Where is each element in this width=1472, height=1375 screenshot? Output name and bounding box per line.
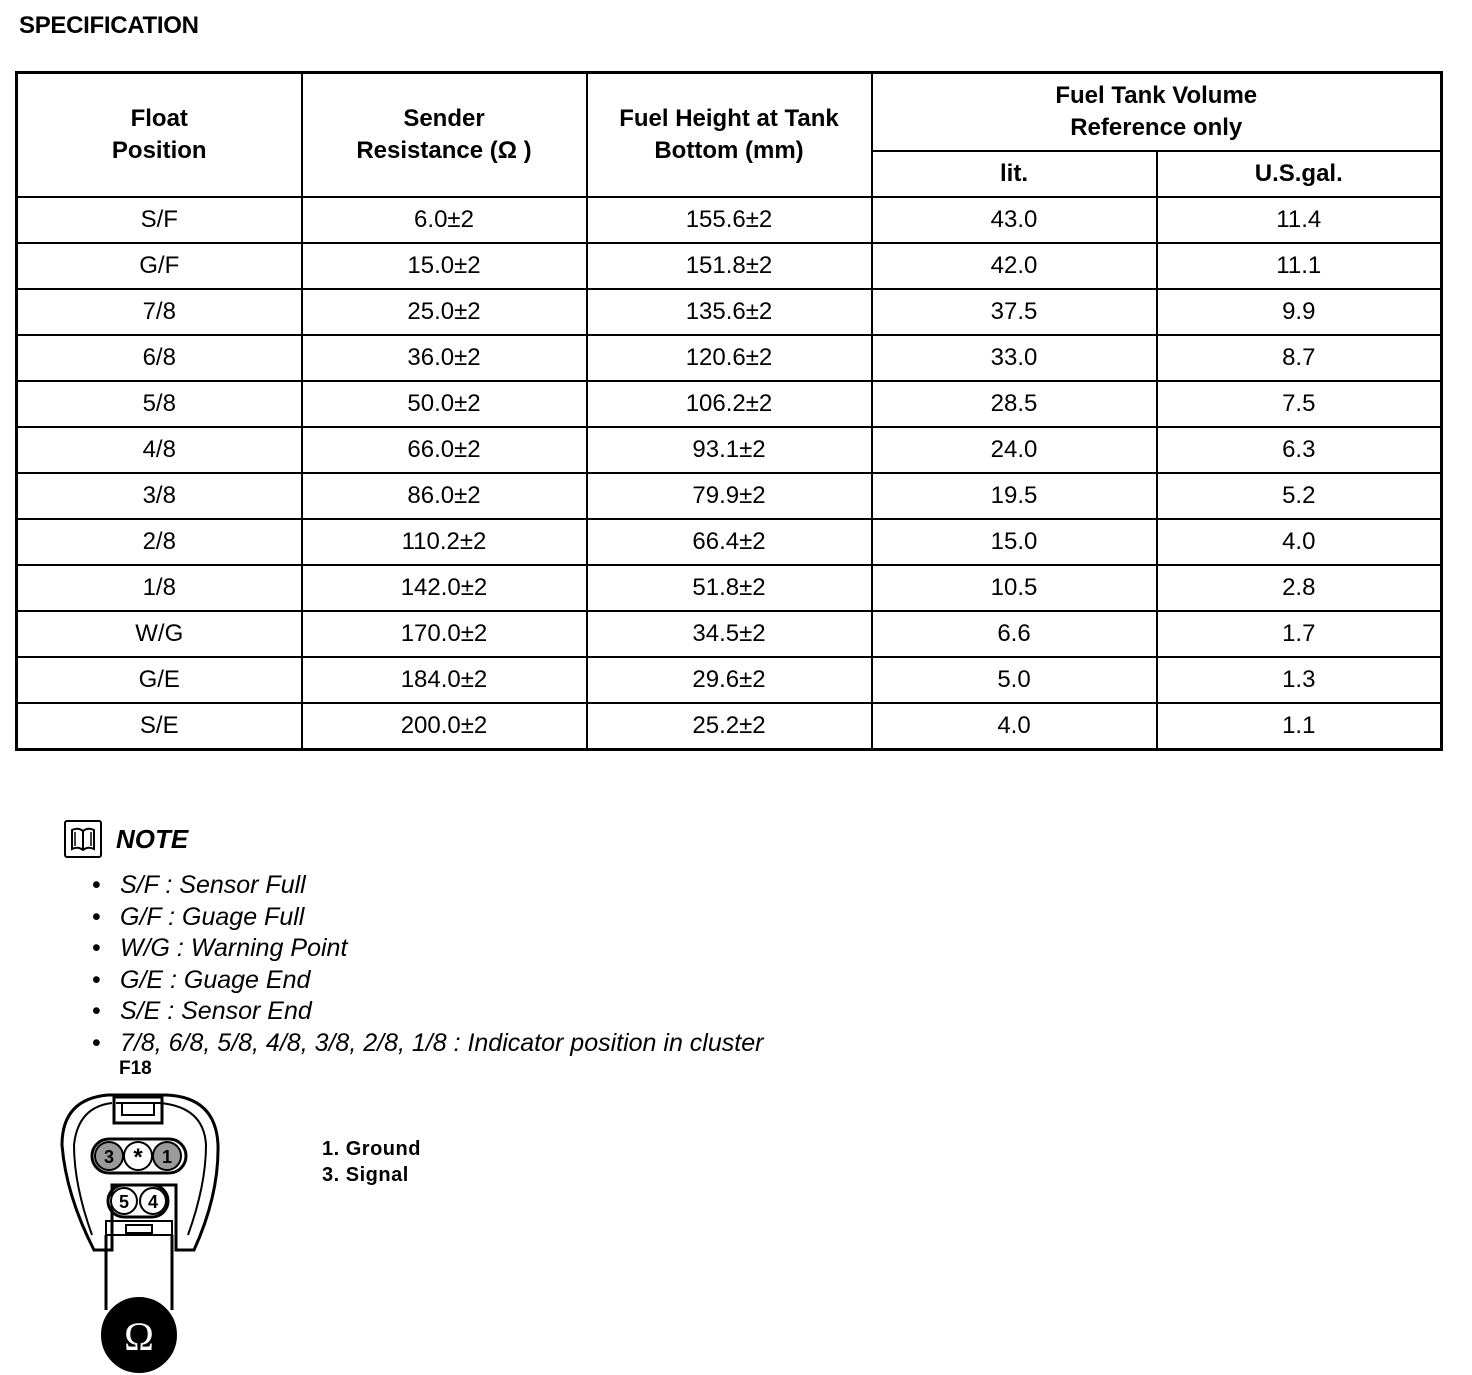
note-item: • G/E : Guage End: [92, 965, 311, 994]
table-cell-lit: 4.0: [872, 703, 1157, 750]
table-cell-gal: 11.4: [1157, 197, 1442, 243]
table-cell-gal: 1.7: [1157, 611, 1442, 657]
pin-5-label: 5: [118, 1192, 130, 1212]
note-list: [92, 870, 763, 1059]
table-cell-pos: 2/8: [17, 519, 302, 565]
table-row: [17, 335, 1442, 381]
table-cell-height: 120.6±2: [587, 335, 872, 381]
pin-4-label: 4: [147, 1192, 159, 1212]
ohm-symbol: Ω: [124, 1314, 154, 1359]
table-cell-lit: 43.0: [872, 197, 1157, 243]
note-heading: [64, 820, 188, 858]
table-cell-lit: 15.0: [872, 519, 1157, 565]
table-cell-height: 151.8±2: [587, 243, 872, 289]
connector-diagram: [56, 1085, 236, 1375]
table-cell-lit: 19.5: [872, 473, 1157, 519]
table-cell-lit: 28.5: [872, 381, 1157, 427]
pin-3-label: 3: [103, 1147, 115, 1167]
table-row: [17, 427, 1442, 473]
page-title: SPECIFICATION: [19, 12, 199, 39]
table-cell-res: 15.0±2: [302, 243, 587, 289]
table-cell-pos: 5/8: [17, 381, 302, 427]
pin-1-label: 1: [161, 1147, 173, 1167]
table-cell-pos: S/E: [17, 703, 302, 750]
table-cell-res: 142.0±2: [302, 565, 587, 611]
note-label: NOTE: [116, 823, 189, 854]
table-cell-res: 66.0±2: [302, 427, 587, 473]
table-cell-pos: 6/8: [17, 335, 302, 381]
table-cell-res: 110.2±2: [302, 519, 587, 565]
table-cell-lit: 37.5: [872, 289, 1157, 335]
table-row: [17, 289, 1442, 335]
table-row: [17, 381, 1442, 427]
table-cell-lit: 5.0: [872, 657, 1157, 703]
table-cell-res: 25.0±2: [302, 289, 587, 335]
table-cell-height: 29.6±2: [587, 657, 872, 703]
book-icon: [64, 820, 102, 858]
table-cell-height: 66.4±2: [587, 519, 872, 565]
note-item: • G/F : Guage Full: [92, 902, 305, 931]
table-cell-res: 6.0±2: [302, 197, 587, 243]
table-cell-height: 34.5±2: [587, 611, 872, 657]
table-row: [17, 519, 1442, 565]
pin-2-label: *: [133, 1144, 143, 1171]
table-cell-height: 79.9±2: [587, 473, 872, 519]
table-cell-height: 135.6±2: [587, 289, 872, 335]
table-cell-height: 106.2±2: [587, 381, 872, 427]
table-cell-pos: 3/8: [17, 473, 302, 519]
table-cell-height: 51.8±2: [587, 565, 872, 611]
table-row: [17, 657, 1442, 703]
table-cell-gal: 8.7: [1157, 335, 1442, 381]
header-fuel-height: Fuel Height at Tank Bottom (mm): [587, 73, 872, 198]
note-item: • S/F : Sensor Full: [92, 871, 306, 899]
table-cell-gal: 1.3: [1157, 657, 1442, 703]
table-row: [17, 473, 1442, 519]
table-cell-pos: G/E: [17, 657, 302, 703]
header-lit: lit.: [872, 151, 1157, 197]
table-cell-res: 36.0±2: [302, 335, 587, 381]
table-cell-gal: 4.0: [1157, 519, 1442, 565]
table-cell-height: 155.6±2: [587, 197, 872, 243]
table-cell-gal: 6.3: [1157, 427, 1442, 473]
pin-legend: [322, 1136, 421, 1188]
table-cell-gal: 7.5: [1157, 381, 1442, 427]
pin-legend-item: 1. Ground: [322, 1138, 421, 1160]
note-item: • S/E : Sensor End: [92, 997, 312, 1025]
table-cell-gal: 1.1: [1157, 703, 1442, 750]
table-cell-res: 170.0±2: [302, 611, 587, 657]
table-row: [17, 611, 1442, 657]
table-cell-gal: 2.8: [1157, 565, 1442, 611]
specification-table: [15, 71, 1443, 751]
connector-label: F18: [119, 1058, 152, 1079]
table-cell-height: 93.1±2: [587, 427, 872, 473]
header-fuel-tank-volume: Fuel Tank Volume Reference only: [872, 73, 1442, 152]
table-cell-res: 200.0±2: [302, 703, 587, 750]
header-gal: U.S.gal.: [1157, 151, 1442, 197]
table-cell-gal: 9.9: [1157, 289, 1442, 335]
table-row: [17, 565, 1442, 611]
table-cell-lit: 33.0: [872, 335, 1157, 381]
table-cell-pos: 1/8: [17, 565, 302, 611]
table-cell-lit: 6.6: [872, 611, 1157, 657]
table-row: [17, 703, 1442, 750]
pin-legend-item: 3. Signal: [322, 1164, 409, 1186]
table-row: [17, 243, 1442, 289]
header-float-position: Float Position: [17, 73, 302, 198]
table-cell-lit: 10.5: [872, 565, 1157, 611]
table-cell-lit: 24.0: [872, 427, 1157, 473]
note-item: • 7/8, 6/8, 5/8, 4/8, 3/8, 2/8, 1/8 : Indicator position in cluster: [92, 1028, 764, 1057]
table-cell-gal: 11.1: [1157, 243, 1442, 289]
table-row: [17, 197, 1442, 243]
table-cell-pos: 4/8: [17, 427, 302, 473]
table-cell-gal: 5.2: [1157, 473, 1442, 519]
table-cell-res: 86.0±2: [302, 473, 587, 519]
table-cell-pos: W/G: [17, 611, 302, 657]
table-cell-pos: 7/8: [17, 289, 302, 335]
header-sender-resistance: Sender Resistance (Ω ): [302, 73, 587, 198]
table-cell-pos: S/F: [17, 197, 302, 243]
table-cell-pos: G/F: [17, 243, 302, 289]
table-cell-res: 184.0±2: [302, 657, 587, 703]
table-cell-height: 25.2±2: [587, 703, 872, 750]
note-item: • W/G : Warning Point: [92, 934, 348, 962]
table-cell-res: 50.0±2: [302, 381, 587, 427]
table-cell-lit: 42.0: [872, 243, 1157, 289]
